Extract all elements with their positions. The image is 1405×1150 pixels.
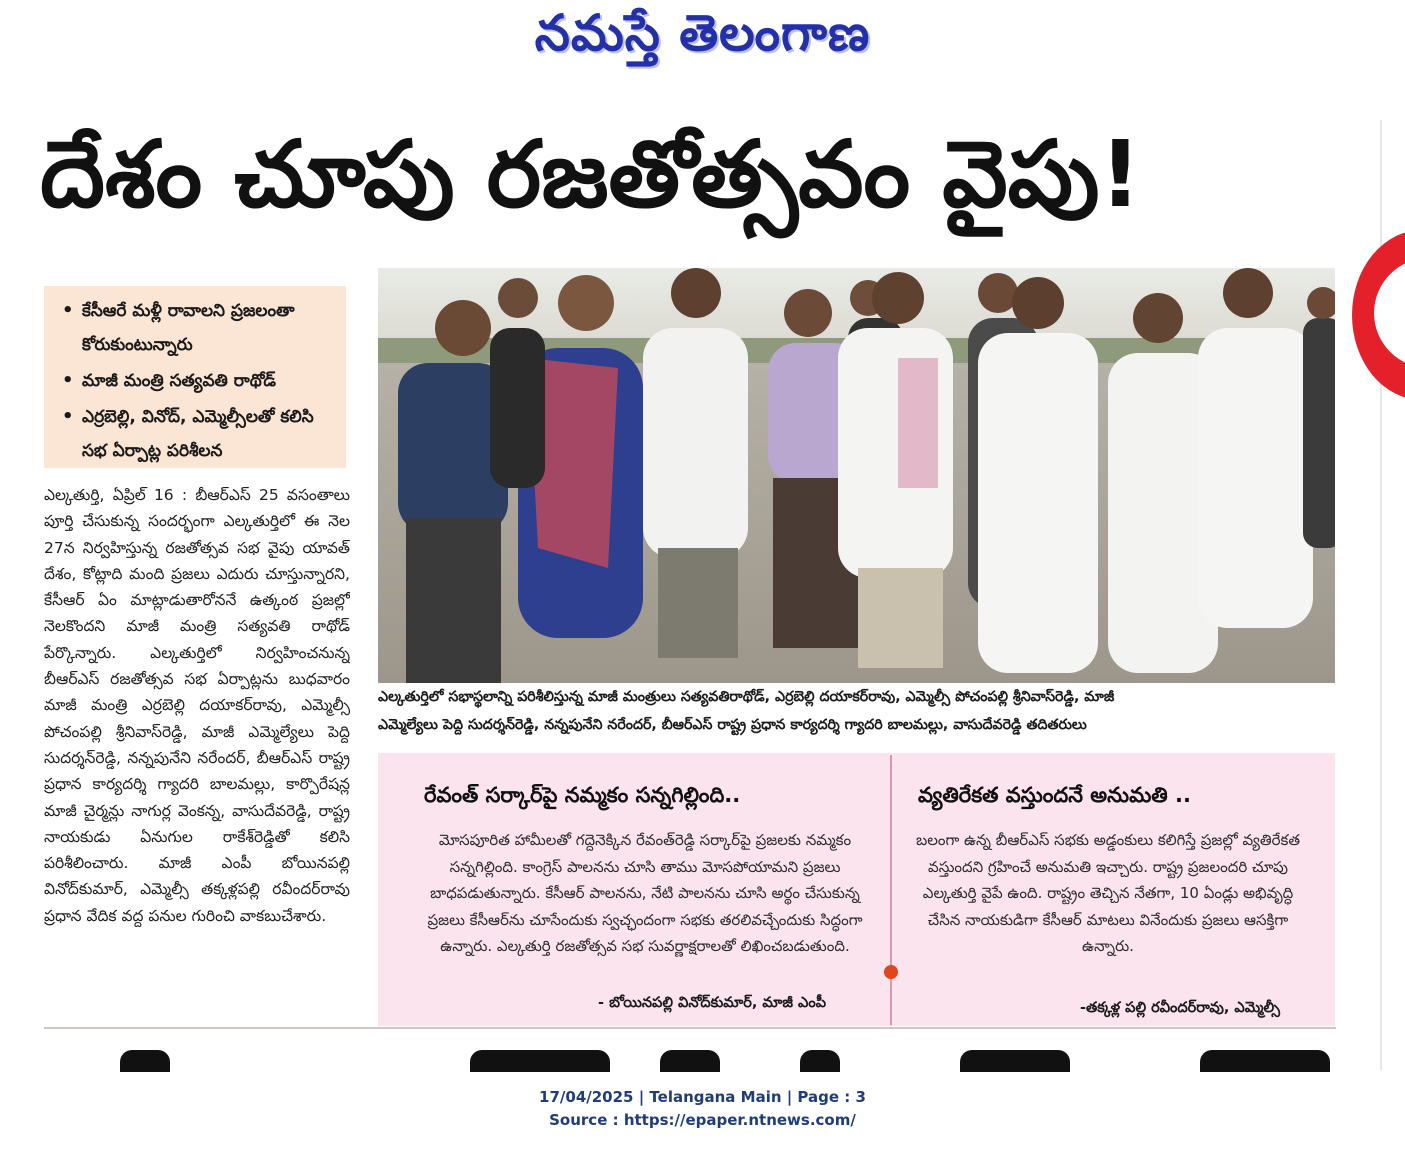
section-rule	[44, 1027, 1336, 1029]
glyph-fragment	[960, 1050, 1070, 1072]
caption-line: ఎల్కతుర్తిలో సభాస్థలాన్ని పరిశీలిస్తున్న మాజీ మంత్రులు సత్యవతిరాథోడ్, ఎర్రబెల్లి దయాకర్‌రావు, ఎమ్మెల్సీ పోచంపల్లి శ్రీనివాస్‌రెడ్డి, మాజీ	[378, 689, 1115, 705]
quote-right-byline: -తక్కళ్ల పల్లి రవీందర్‌రావు, ఎమ్మెల్సీ	[1080, 1000, 1280, 1016]
highlight-text: ఎర్రబెల్లి, వినోద్, ఎమ్మెల్సీలతో కలిసి సభ ఏర్పాట్ల పరిశీలన	[82, 407, 314, 461]
red-badge-graphic	[1352, 230, 1405, 400]
article-body: ఎల్కతుర్తి, ఏప్రిల్ 16 : బీఆర్ఎస్ 25 వసంతాలు పూర్తి చేసుకున్న సందర్భంగా ఎల్కతుర్తిలో ఈ నెల 27న నిర్వహిస్తున్న రజతోత్సవ సభ వైపు యావత్ దేశం, కోట్లాది మంది ప్రజలు ఎదురు చూస్తున్నారని, కేసీఆర్ ఏం మాట్లాడుతారోననే ఉత్కంఠ ప్రజల్లో నెలకొందని మాజీ మంత్రి సత్యవతి రాథోడ్ పేర్కొన్నారు. ఎల్కతుర్తిలో నిర్వహించనున్న బీఆర్ఎస్ రజతోత్సవ సభ ఏర్పాట్లను బుధవారం మాజీ మంత్రి ఎర్రబెల్లి దయాకర్‌రావు, ఎమ్మెల్సీ పోచంపల్లి శ్రీనివాస్‌రెడ్డి, మాజీ ఎమ్మెల్యేలు పెద్ది సుదర్శన్‌రెడ్డి, నన్నపునేని నరేందర్, బీఆర్ఎస్ రాష్ట్ర ప్రధాన కార్యదర్శి గ్యాదరి బాలమల్లు, కార్పొరేషన్ల మాజీ చైర్మన్లు నాగుర్ల వెంకన్న, వాసుదేవరెడ్డి, రాష్ట్ర నాయకుడు ఏనుగుల రాకేశ్‌రెడ్డితో కలిసి పరిశీలించారు. మాజీ ఎంపీ బోయినపల్లి వినోద్‌కుమార్, ఎమ్మెల్సీ తక్కళ్లపల్లి రవీందర్‌రావు ప్రధాన వేదిక వద్ద పనుల గురించి వాకబుచేశారు.	[44, 486, 350, 925]
highlight-item	[44, 400, 338, 468]
bullet-icon: •	[62, 406, 74, 427]
main-headline: దేశం చూపు రజతోత్సవం వైపు!	[40, 121, 1142, 228]
highlight-text: మాజీ మంత్రి సత్యవతి రాథోడ్	[82, 371, 276, 391]
group-photo-illustration	[378, 268, 1335, 683]
bullet-icon: •	[62, 370, 74, 391]
masthead	[0, 0, 1405, 80]
quote-left-title: రేవంత్ సర్కార్‌పై నమ్మకం సన్నగిల్లింది..	[424, 783, 741, 807]
next-headline-cutoff	[100, 1050, 1330, 1072]
glyph-fragment	[1200, 1050, 1330, 1072]
glyph-fragment	[660, 1050, 720, 1072]
bullet-icon: •	[62, 300, 74, 321]
highlights-box	[44, 286, 346, 468]
footer-source: Source : https://epaper.ntnews.com/	[549, 1111, 856, 1129]
highlight-item	[44, 294, 338, 362]
badge-inner	[1374, 258, 1405, 368]
newspaper-logo: నమస్తే తెలంగాణ	[534, 4, 871, 62]
glyph-fragment	[800, 1050, 840, 1072]
highlight-item	[44, 364, 338, 398]
quote-right-title: వ్యతిరేకత వస్తుందనే అనుమతి ..	[918, 783, 1191, 807]
glyph-fragment	[120, 1050, 170, 1072]
caption-line: ఎమ్మెల్యేలు పెద్ది సుదర్శన్‌రెడ్డి, నన్నపునేని నరేందర్, బీఆర్ఎస్ రాష్ట్ర ప్రధాన కార్యదర్శి గ్యాదరి బాలమల్లు, వాసుదేవరెడ్డి తదితరులు	[378, 717, 1087, 733]
glyph-fragment	[470, 1050, 610, 1072]
quotes-divider	[890, 755, 892, 1025]
highlight-text: కేసీఆరే మళ్లీ రావాలని ప్రజలంతా కోరుకుంటున్నారు	[82, 301, 295, 355]
quote-left-byline: - బోయినపల్లి వినోద్‌కుమార్, మాజీ ఎంపీ	[598, 995, 827, 1011]
accent-dot	[884, 965, 898, 979]
footer-edition-info: 17/04/2025 | Telangana Main | Page : 3	[539, 1088, 866, 1106]
quote-left-body: మోసపూరిత హామీలతో గద్దెనెక్కిన రేవంత్‌రెడ్డి సర్కార్‌పై ప్రజలకు నమ్మకం సన్నగిల్లింది. కాంగ్రెస్ పాలనను చూసి తాము మోసపోయామని ప్రజలు బాధపడుతున్నారు. కేసీఆర్ పాలనను, నేటి పాలనను చూసి అర్థం చేసుకున్న ప్రజలు కేసీఆర్‌ను చూసేందుకు స్వచ్ఛందంగా సభకు తరలివచ్చేందుకు సిద్ధంగా ఉన్నారు. ఎల్కతుర్తి రజతోత్సవ సభ సువర్ణాక్షరాలతో లిఖించబడుతుంది.	[427, 831, 863, 955]
photo-caption	[378, 683, 1338, 743]
page-footer	[0, 1072, 1405, 1150]
news-photo	[378, 268, 1335, 683]
quote-right-body: బలంగా ఉన్న బీఆర్ఎస్ సభకు అడ్డంకులు కలిగిస్తే ప్రజల్లో వ్యతిరేకత వస్తుందని గ్రహించే అనుమతి ఇచ్చారు. రాష్ట్ర ప్రజలందరి చూపు ఎల్కతుర్తి వైపే ఉంది. రాష్ట్రం తెచ్చిన నేతగా, 10 ఏండ్లు అభివృద్ధి చేసిన నాయకుడిగా కేసీఆర్ మాటలు వినేందుకు ప్రజలు ఆసక్తిగా ఉన్నారు.	[915, 831, 1301, 955]
